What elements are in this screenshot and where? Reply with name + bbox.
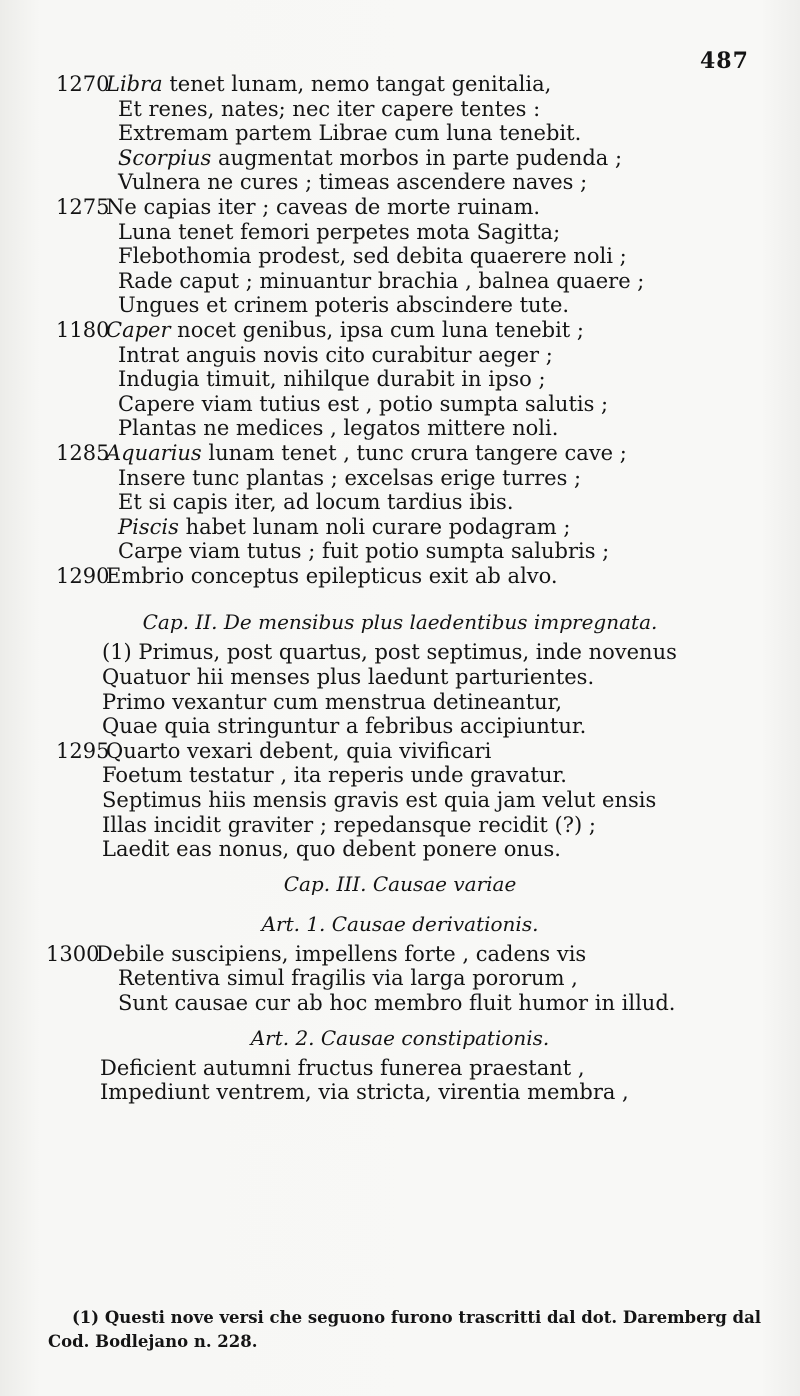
verse-content: Septimus hiis mensis gravis est quia jam velut ensis — [102, 788, 657, 813]
verse-line — [0, 640, 800, 665]
footnote-line: Cod. Bodlejano n. 228. — [48, 1332, 258, 1351]
verse-line — [0, 72, 800, 97]
line-number: 1285 — [56, 440, 110, 465]
verse-content: Intrat anguis novis cito curabitur aeger ; — [118, 342, 553, 367]
verse-line — [0, 564, 800, 589]
verse-line — [0, 690, 800, 715]
line-text — [118, 392, 608, 417]
line-text — [106, 72, 551, 97]
line-text — [106, 195, 540, 220]
verse-block-constipationis — [0, 1056, 800, 1105]
verse-line — [0, 293, 800, 318]
line-text — [106, 318, 584, 343]
verse-content: Quatuor hii menses plus laedunt parturientes. — [102, 665, 595, 690]
verse-line — [0, 539, 800, 564]
verse-content: Laedit eas nonus, quo debent ponere onus. — [102, 837, 561, 862]
line-text — [118, 343, 553, 368]
verse-content: Ungues et crinem poteris abscindere tute. — [118, 293, 570, 318]
verse-line — [0, 170, 800, 195]
verse-content: Flebothomia prodest, sed debita quaerere noli ; — [118, 244, 627, 269]
verse-content: Plantas ne medices , legatos mittere noli. — [118, 416, 559, 441]
verse-content: Indugia timuit, nihilque durabit in ipso ; — [118, 367, 546, 392]
verse-line — [0, 813, 800, 838]
line-text — [102, 665, 594, 690]
verse-content: Foetum testatur , ita reperis unde gravatur. — [102, 763, 567, 788]
verse-line — [0, 515, 800, 540]
heading-art1: Art. 1. Causae derivationis. — [261, 911, 539, 936]
line-text — [102, 640, 677, 665]
verse-line — [0, 966, 800, 991]
verse-line — [0, 244, 800, 269]
line-text — [100, 1056, 585, 1081]
line-text — [100, 1080, 629, 1105]
verse-line — [0, 269, 800, 294]
verse-line — [0, 220, 800, 245]
verse-content: Retentiva simul fragilis via larga pororum , — [118, 966, 578, 991]
line-text — [118, 539, 609, 564]
chapter-heading — [0, 600, 800, 640]
verse-content: tenet lunam, nemo tangat genitalia, — [162, 72, 552, 96]
line-text — [118, 991, 675, 1016]
chapter-heading — [0, 862, 800, 902]
line-number: 1180 — [56, 317, 110, 342]
verse-text — [0, 72, 800, 1105]
verse-line — [0, 121, 800, 146]
article-heading — [0, 902, 800, 942]
line-text — [118, 220, 560, 245]
zodiac-sign: Scorpius — [118, 145, 212, 170]
verse-content: Insere tunc plantas ; excelsas erige turres ; — [118, 465, 582, 490]
verse-content: Ne capias iter ; caveas de morte ruinam. — [106, 194, 541, 219]
verse-block-libra-to-embrio — [0, 72, 800, 588]
verse-content: Sunt causae cur ab hoc membro fluit humor in illud. — [118, 991, 676, 1015]
verse-content: Impediunt ventrem, via stricta, virentia membra , — [100, 1080, 629, 1105]
line-text — [106, 441, 627, 466]
verse-line — [0, 739, 800, 764]
line-text — [118, 966, 578, 991]
line-text — [102, 763, 567, 788]
line-number: 1295 — [56, 738, 110, 763]
line-text — [102, 714, 586, 739]
line-text — [118, 97, 540, 122]
verse-line — [0, 416, 800, 441]
line-text — [102, 690, 562, 715]
line-text — [102, 813, 596, 838]
zodiac-sign: Libra — [106, 72, 163, 96]
line-number: 1290 — [56, 563, 110, 588]
line-text — [102, 788, 656, 813]
verse-line — [0, 146, 800, 171]
verse-content: Extremam partem Librae cum luna tenebit. — [118, 121, 582, 146]
verse-content: Debile suscipiens, impellens forte , cadens vis — [96, 941, 587, 966]
zodiac-sign: Aquarius — [106, 440, 202, 465]
verse-line — [0, 466, 800, 491]
line-text — [118, 515, 570, 540]
verse-line — [0, 942, 800, 967]
heading-cap3: Cap. III. Causae variae — [283, 871, 517, 896]
verse-content: Rade caput ; minuantur brachia , balnea quaere ; — [118, 268, 645, 293]
verse-line — [0, 1080, 800, 1105]
verse-line — [0, 318, 800, 343]
verse-line — [0, 195, 800, 220]
verse-content: Primo vexantur cum menstrua detineantur, — [102, 689, 563, 714]
verse-line — [0, 788, 800, 813]
article-heading — [0, 1016, 800, 1056]
line-number: 1275 — [56, 194, 110, 219]
verse-line — [0, 665, 800, 690]
verse-content: Et si capis iter, ad locum tardius ibis. — [118, 490, 514, 515]
verse-content: Illas incidit graviter ; repedansque recidit (?) ; — [102, 812, 596, 837]
verse-block-mensibus — [0, 640, 800, 861]
zodiac-sign: Caper — [106, 317, 171, 342]
verse-line — [0, 714, 800, 739]
line-text — [118, 269, 644, 294]
verse-line — [0, 343, 800, 368]
verse-content: nocet genibus, ipsa cum luna tenebit ; — [170, 317, 584, 342]
verse-line — [0, 490, 800, 515]
line-text — [118, 170, 587, 195]
verse-line — [0, 763, 800, 788]
line-text — [118, 490, 514, 515]
verse-content: augmentat morbos in parte pudenda ; — [211, 145, 623, 170]
line-text — [96, 942, 586, 967]
verse-content: habet lunam noli curare podagram ; — [178, 514, 571, 539]
line-number: 1270 — [56, 72, 110, 96]
verse-line — [0, 367, 800, 392]
line-text — [118, 121, 581, 146]
line-text — [118, 416, 558, 441]
line-text — [118, 146, 622, 171]
line-text — [106, 564, 558, 589]
verse-content: Vulnera ne cures ; timeas ascendere naves ; — [118, 170, 588, 195]
line-text — [106, 739, 491, 764]
verse-content: Deficient autumni fructus funerea praestant , — [100, 1055, 585, 1080]
heading-cap2: Cap. II. De mensibus plus laedentibus impregnata. — [142, 610, 658, 635]
verse-content: Quarto vexari debent, quia vivificari — [106, 738, 492, 763]
verse-content: Quae quia stringuntur a febribus accipiuntur. — [102, 714, 587, 739]
verse-content: Carpe viam tutus ; fuit potio sumpta salubris ; — [118, 539, 610, 564]
verse-content: lunam tenet , tunc crura tangere cave ; — [201, 440, 627, 465]
line-text — [118, 244, 627, 269]
page-number: 487 — [700, 48, 749, 74]
line-text — [118, 367, 546, 392]
verse-content: Embrio conceptus epilepticus exit ab alvo. — [106, 563, 558, 588]
line-text — [118, 293, 569, 318]
verse-content: Luna tenet femori perpetes mota Sagitta; — [118, 219, 561, 244]
verse-content: (1) Primus, post quartus, post septimus, inde novenus — [102, 640, 677, 665]
line-text — [102, 837, 561, 862]
footnote — [48, 1306, 768, 1354]
zodiac-sign: Piscis — [118, 514, 179, 539]
verse-line — [0, 1056, 800, 1081]
verse-content: Capere viam tutius est , potio sumpta salutis ; — [118, 391, 609, 416]
line-number: 1300 — [46, 941, 100, 966]
verse-content: Et renes, nates; nec iter capere tentes : — [118, 96, 541, 121]
footnote-line: (1) Questi nove versi che seguono furono trascritti dal dot. Daremberg dal — [72, 1308, 762, 1327]
verse-line — [0, 991, 800, 1016]
verse-line — [0, 392, 800, 417]
heading-art2: Art. 2. Causae constipationis. — [250, 1025, 550, 1050]
verse-line — [0, 97, 800, 122]
verse-block-derivationis — [0, 942, 800, 1016]
line-text — [118, 466, 581, 491]
verse-line — [0, 441, 800, 466]
verse-line — [0, 837, 800, 862]
